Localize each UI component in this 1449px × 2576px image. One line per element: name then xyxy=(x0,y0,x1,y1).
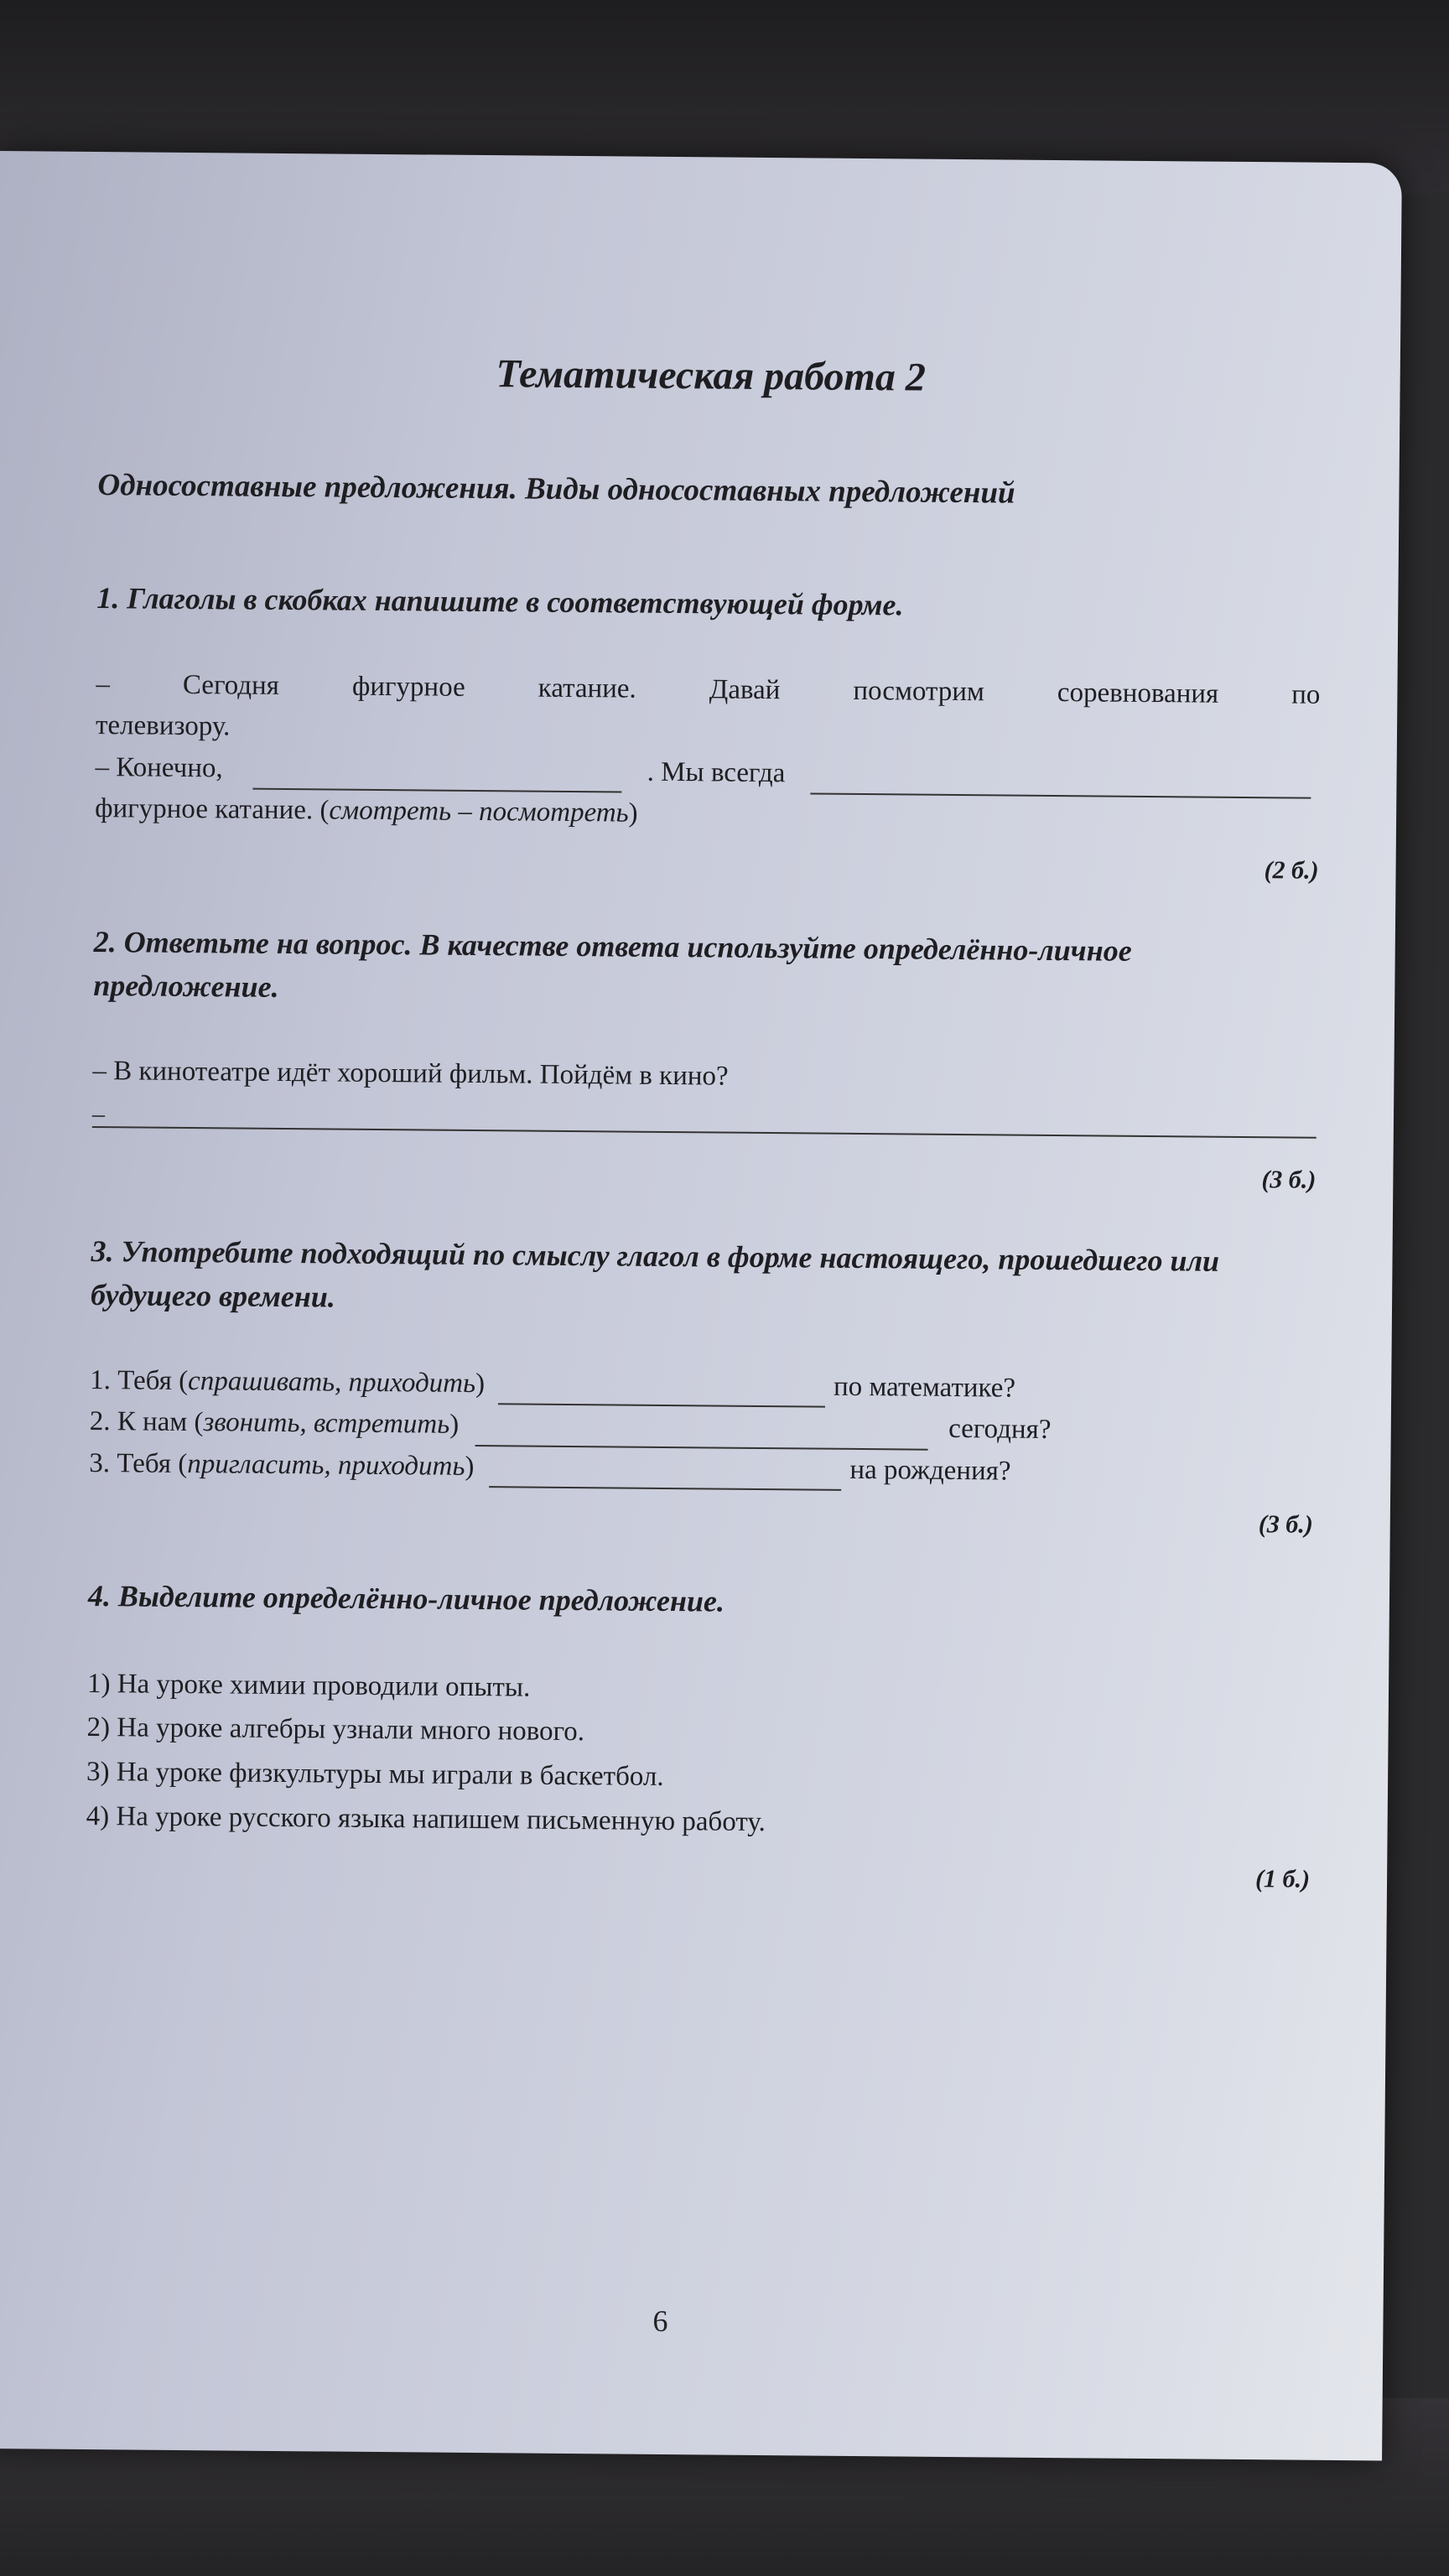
task-3 xyxy=(89,1229,1316,1542)
task-3-item-3-blank[interactable] xyxy=(489,1457,841,1492)
task-4-option-2[interactable]: 2) На уроке алгебры узнали много нового. xyxy=(86,1712,585,1748)
task-3-item-2-hint: звонить, встретить xyxy=(203,1407,450,1441)
task-4-option-4[interactable]: 4) На уроке русского языка напишем письменную работу. xyxy=(86,1800,766,1838)
task-3-item-1-suffix: ) xyxy=(475,1368,486,1400)
task-1-line-3-middle: . Мы всегда xyxy=(647,756,786,788)
task-1-line-2: телевизору. xyxy=(95,710,231,742)
task-3-item-2-prefix: 2. К нам ( xyxy=(89,1406,204,1438)
task-2-answer xyxy=(92,1101,1317,1139)
task-3-item-2-blank[interactable] xyxy=(475,1415,928,1451)
task-2-points: (3 б.) xyxy=(1261,1165,1317,1194)
task-4-option-1[interactable]: 1) На уроке химии проводили опыты. xyxy=(86,1668,531,1703)
task-3-points: (3 б.) xyxy=(1258,1510,1313,1540)
task-1-blank-1[interactable] xyxy=(252,758,621,793)
task-1-blank-2[interactable] xyxy=(810,763,1311,799)
page-number: 6 xyxy=(652,2303,668,2339)
task-3-item-2-ending: сегодня? xyxy=(948,1414,1052,1446)
task-3-item-2-suffix: ) xyxy=(449,1410,460,1441)
task-1-heading: 1. Глаголы в скобках напишите в соответствующей форме. xyxy=(96,581,904,622)
task-1-hint: смотреть – посмотреть xyxy=(329,795,629,828)
task-4 xyxy=(86,1574,1312,1895)
task-3-item-1-hint: спрашивать, приходить xyxy=(187,1365,476,1399)
task-1 xyxy=(94,577,1321,887)
task-3-item-3-prefix: 3. Тебя ( xyxy=(89,1447,188,1479)
task-1-line-3-start: – Конечно, xyxy=(95,751,223,784)
task-2-heading: 2. Ответьте на вопрос. В качестве ответа используйте определённо-личное предложение. xyxy=(93,924,1132,1004)
task-3-item-1-ending: по математике? xyxy=(833,1371,1016,1404)
task-3-item-3-ending: на рождения? xyxy=(849,1454,1011,1487)
task-1-line-4-start: фигурное катание. ( xyxy=(95,793,330,826)
task-3-item-1-blank[interactable] xyxy=(498,1374,825,1408)
task-3-item-3-hint: пригласить, приходить xyxy=(187,1448,465,1482)
task-3-item-3-suffix: ) xyxy=(465,1451,475,1482)
page-title: Тематическая работа 2 xyxy=(496,351,927,400)
task-4-heading: 4. Выделите определённо-личное предложение. xyxy=(87,1579,725,1619)
task-1-points: (2 б.) xyxy=(1264,855,1319,885)
task-2 xyxy=(91,920,1318,1197)
task-4-points: (1 б.) xyxy=(1254,1864,1311,1893)
worksheet-page xyxy=(0,151,1402,2460)
task-2-question: – В кинотеатре идёт хороший фильм. Пойдём в кино? xyxy=(92,1056,729,1092)
task-4-option-3[interactable]: 3) На уроке физкультуры мы играли в баскетбол. xyxy=(86,1757,664,1793)
task-1-line-4-end: ) xyxy=(628,797,638,828)
page-subtitle: Односоставные предложения. Виды односоставных предложений xyxy=(97,468,1015,511)
page-content xyxy=(86,345,1323,1939)
task-3-item-1-prefix: 1. Тебя ( xyxy=(90,1364,189,1396)
task-2-answer-dash: – xyxy=(91,1099,106,1128)
task-2-answer-line[interactable] xyxy=(92,1101,1317,1139)
task-3-heading: 3. Употребите подходящий по смыслу глагол в форме настоящего, прошедшего или будущего времени. xyxy=(90,1233,1220,1314)
task-1-line-1: – Сегодня фигурное катание. Давай посмотрим соревнования по xyxy=(96,668,1321,710)
